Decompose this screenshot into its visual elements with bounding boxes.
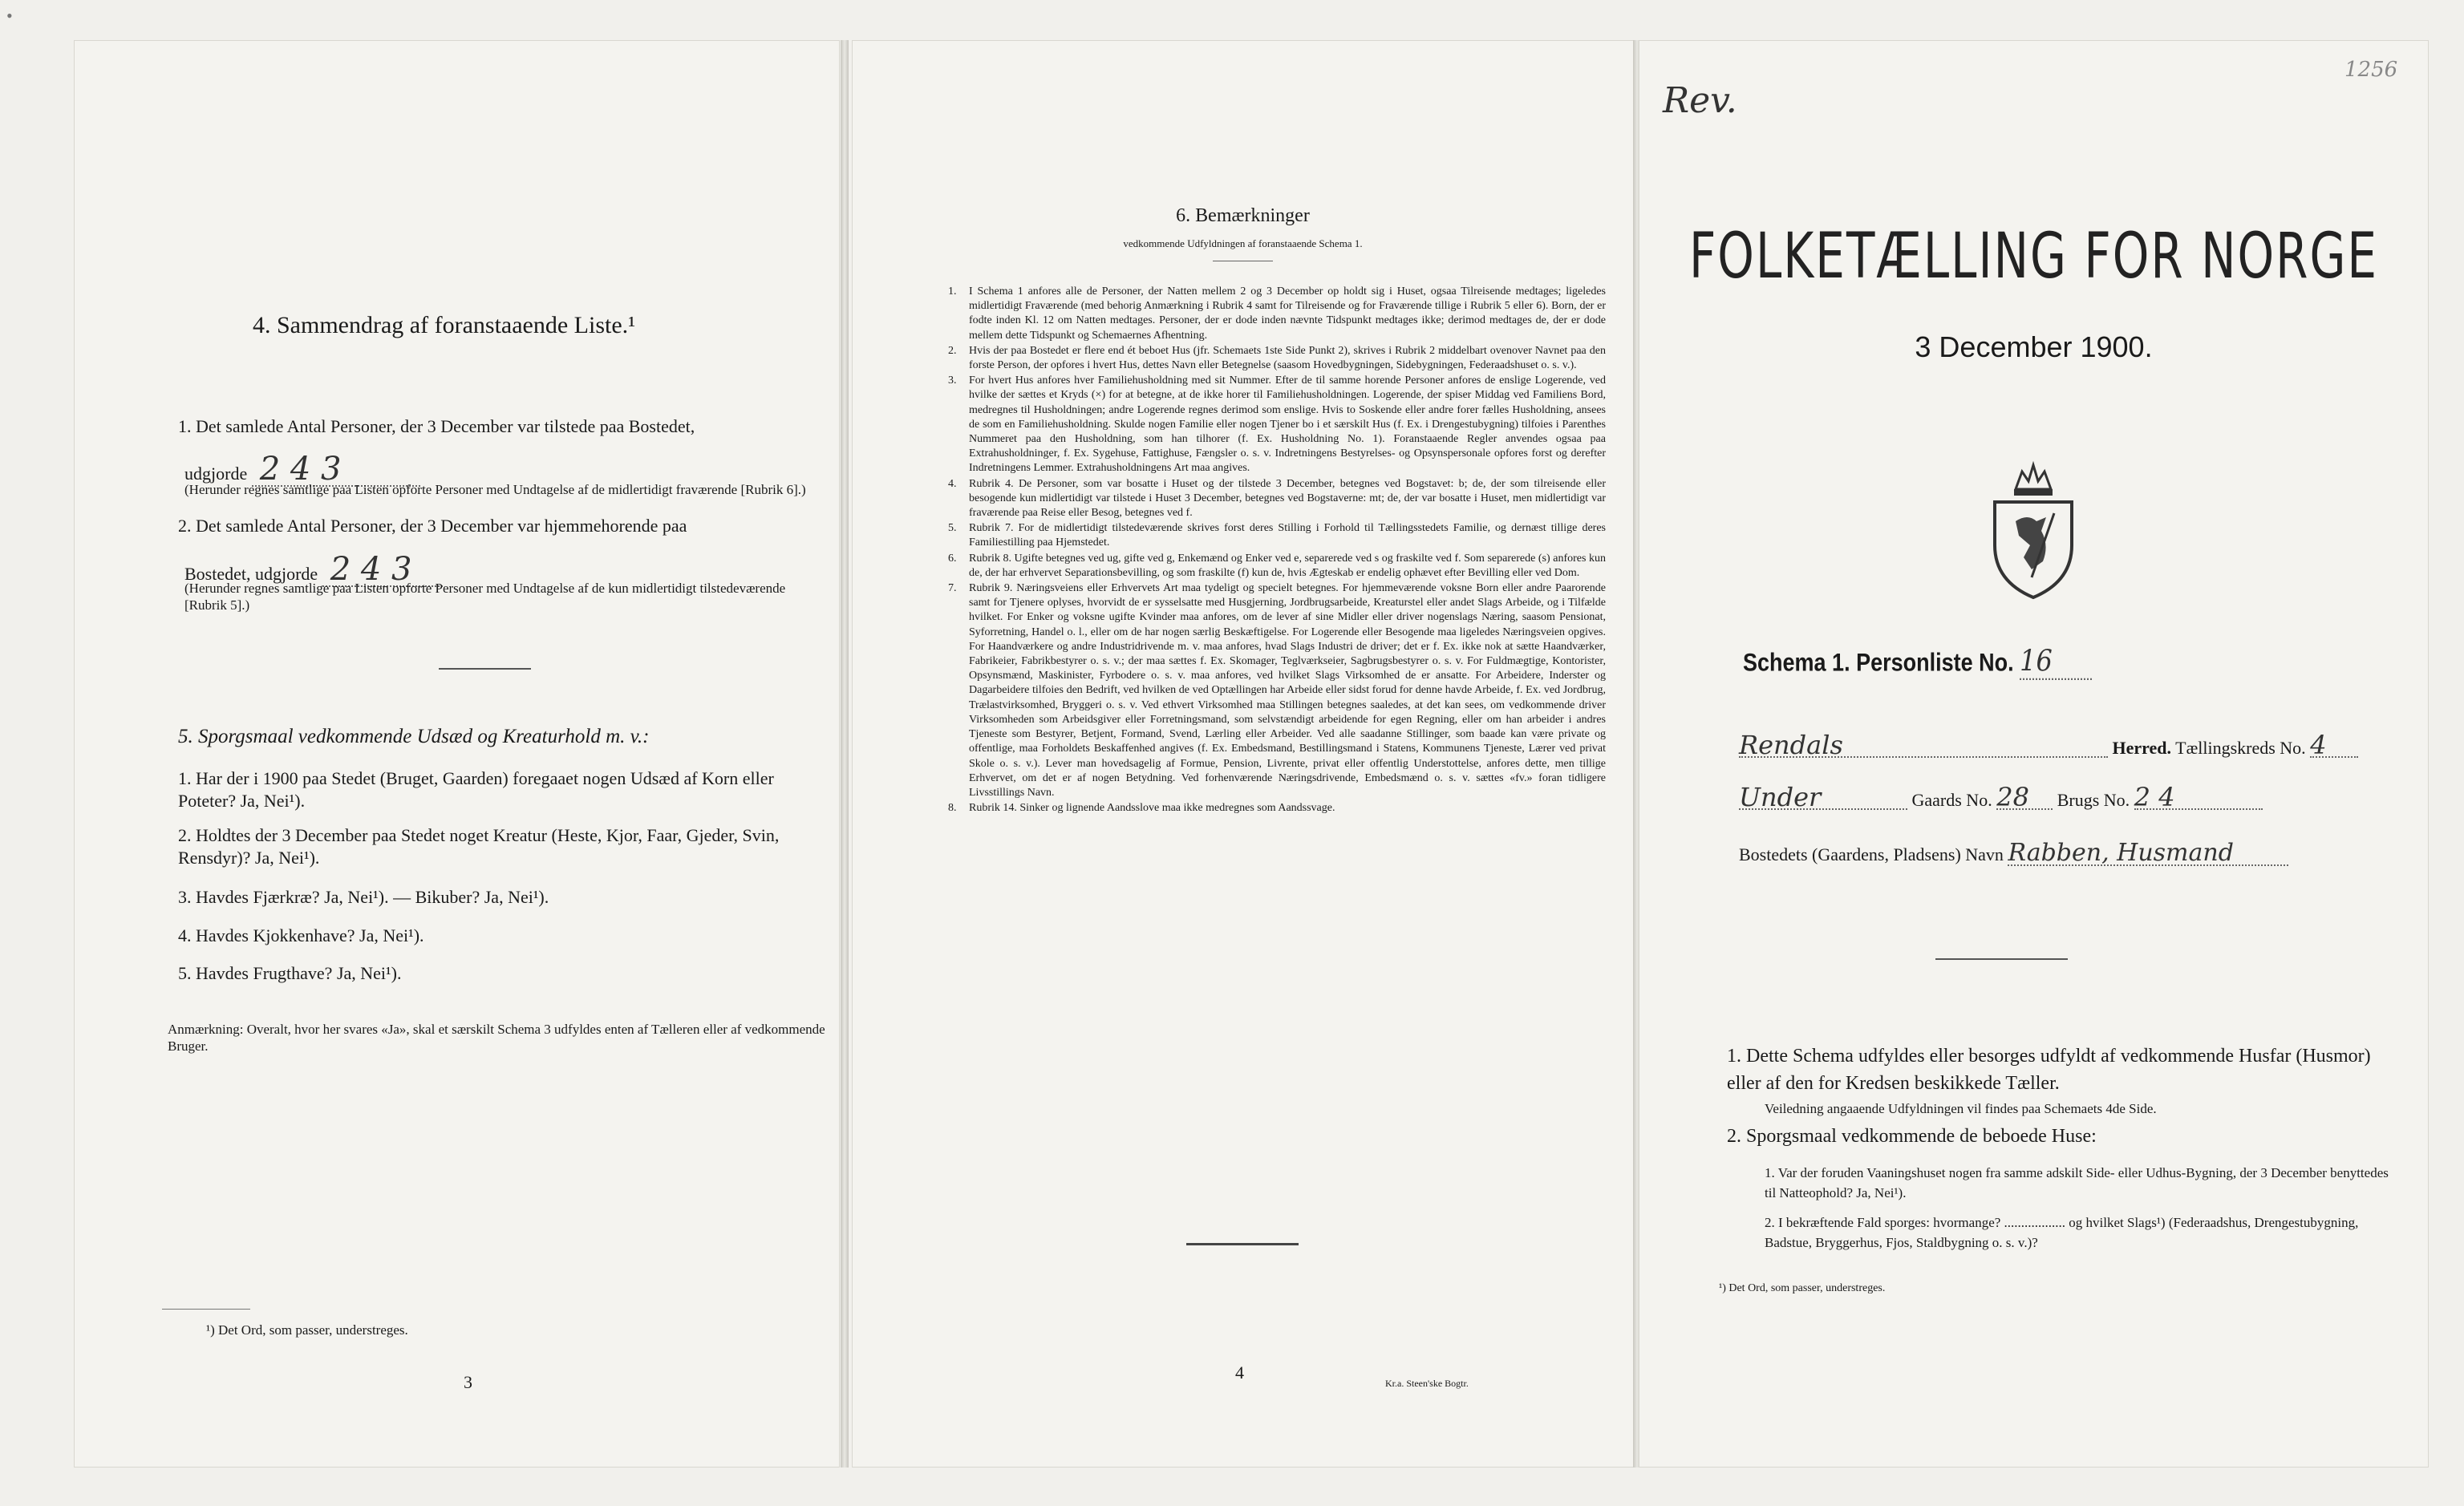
schema-label: Schema 1. Personliste No. xyxy=(1743,648,2014,677)
herred-value: Rendals xyxy=(1739,734,2108,758)
list-item: 3. For hvert Hus anfores hver Familiehusholdning med sit Nummer. Efter de til samme horende Personer anfores de enslige Logerende, ved hvilke der sættes et Kryds (×) for at betegne, at de ikke horer til Familiehusholdningen. Logerende, der spiser Middag ved Familiens Bord, medregnes til Husholdningen; andre Logerende regnes derimod som enslige. Hvis to Soskende eller andre forer fælles Husholdning, ansees de som en Familiehusholdning. Skulde nogen Familie eller nogen Tjener bo i et særskilt Hus (f. Ex. i Drengestubygning) tilfoies i Parenthes Nummeret paa den Husholdning, som han tilhorer (f. Ex. Husholdning No. 1). Foranstaaende Regler anvendes ogsaa paa Extrahusholdninger, f. Ex. Sygehuse, Fattighuse, Fængsler o. s. v. Indretningens Bestyrelses- og Opsynspersonale opfores forst og derefter Indretningens Lemmer. Extrahusholdningens Art maa angives. xyxy=(948,374,1606,475)
brugs-label: Brugs No. xyxy=(2057,790,2130,810)
s5-q4: 4. Havdes Kjokkenhave? Ja, Nei¹). xyxy=(178,925,424,945)
instruction-2-q1: 1. Var der foruden Vaaningshuset nogen fra samme adskilt Side- eller Udhus-Bygning, der 3 December benyttedes til Natteophold? Ja, Nei¹). xyxy=(1765,1165,2389,1200)
footnote-rule xyxy=(162,1309,250,1310)
footnote: ¹) Det Ord, som passer, understreges. xyxy=(206,1322,408,1338)
bosted-row xyxy=(1739,839,2413,867)
brugs-value: 2 4 xyxy=(2134,786,2263,810)
herred-row xyxy=(1739,730,2405,760)
gaard-row xyxy=(1739,782,2405,812)
resident-count-value: 2 4 3 xyxy=(322,553,443,587)
corner-mark: • xyxy=(6,6,13,26)
summary-q2-line1: 2. Det samlede Antal Personer, der 3 December var hjemmehorende paa xyxy=(178,516,687,536)
revision-mark: Rev. xyxy=(1663,80,1737,121)
schema-label-row xyxy=(1743,643,2092,680)
instruction-2-q2: 2. I bekræftende Fald sporges: hvormange? .................. og hvilket Slags¹) (Federaadshus, Drengestubygning, Badstue, Bryggerhus, Fjos, Staldbygning o. s. v.)? xyxy=(1765,1215,2359,1250)
summary-q1-line1: 1. Det samlede Antal Personer, der 3 December var tilstede paa Bostedet, xyxy=(178,416,695,436)
document-title: FOLKETÆLLING FOR NORGE xyxy=(1688,219,2379,293)
bosted-label: Bostedets (Gaardens, Pladsens) Navn xyxy=(1739,844,2004,864)
summary-q2-label: Bostedet, udgjorde xyxy=(184,564,318,584)
footnote: ¹) Det Ord, som passer, understreges. xyxy=(1719,1282,1886,1294)
section-4-title: 4. Sammendrag af foranstaaende Liste.¹ xyxy=(253,312,636,338)
section-5-title: 5. Sporgsmaal vedkommende Udsæd og Kreaturhold m. v.: xyxy=(178,726,650,747)
annotation-note: Anmærkning: Overalt, hvor her svares «Ja», skal et særskilt Schema 3 udfyldes enten af Tælleren eller af vedkommende Bruger. xyxy=(168,1022,825,1054)
instruction-2: 2. Sporgsmaal vedkommende de beboede Huse: xyxy=(1727,1126,2097,1147)
gaards-value: 28 xyxy=(1996,786,2053,810)
divider-rule xyxy=(1935,958,2068,960)
bosted-value: Rabben, Husmand xyxy=(2008,842,2288,866)
kreds-label: Tællingskreds No. xyxy=(2175,738,2306,758)
list-item: 2. Hvis der paa Bostedet er flere end ét beboet Hus (jfr. Schemaets 1ste Side Punkt 2), skrives i Rubrik 2 middelbart ovenover Navnet paa den forste Person, der opfores i hvert Hus, dettes Navn eller Betegnelse (saasom Hovedbygningen, Sidebygningen, Federaadshuset o. s. v.). xyxy=(948,344,1606,372)
archive-number: 1256 xyxy=(2344,58,2398,82)
list-item: 8. Rubrik 14. Sinker og lignende Aandsslove maa ikke medregnes som Aandssvage. xyxy=(948,802,1335,815)
s5-q2: 2. Holdtes der 3 December paa Stedet noget Kreatur (Heste, Kjor, Faar, Gjeder, Svin, Rensdyr)? Ja, Nei¹). xyxy=(178,825,780,868)
s5-q1: 1. Har der i 1900 paa Stedet (Bruget, Gaarden) foregaaet nogen Udsæd af Korn eller Poteter? Ja, Nei¹). xyxy=(178,768,774,811)
printer-imprint: Kr.a. Steen'ske Bogtr. xyxy=(1385,1378,1469,1389)
gaard-name: Under xyxy=(1739,786,1907,810)
s5-q3: 3. Havdes Fjærkræ? Ja, Nei¹). — Bikuber? Ja, Nei¹). xyxy=(178,887,549,907)
kreds-value: 4 xyxy=(2310,734,2358,758)
census-date: 3 December 1900. xyxy=(1915,330,2153,363)
herred-label: Herred. xyxy=(2112,738,2172,758)
gaards-label: Gaards No. xyxy=(1911,790,1992,810)
instruction-1: 1. Dette Schema udfyldes eller besorges udfyldt af vedkommende Husfar (Husmor) eller af den for Kredsen beskikkede Tæller. xyxy=(1727,1046,2371,1094)
remarks-heading: 6. Bemærkninger xyxy=(1176,205,1310,226)
s5-q5: 5. Havdes Frugthave? Ja, Nei¹). xyxy=(178,963,402,983)
section-divider xyxy=(439,668,531,670)
present-count-value: 2 4 3 xyxy=(252,453,420,487)
summary-q2-note: (Herunder regnes samtlige paa Listen opforte Personer med Undtagelse af de kun midlertidigt tilstedeværende [Rubrik 5].) xyxy=(184,581,786,613)
page-fold xyxy=(841,40,849,1468)
remarks-list xyxy=(948,285,1606,816)
list-item: 7. Rubrik 9. Næringsveiens eller Erhvervets Art maa tydeligt og specielt betegnes. For hjemmeværende voksne Born eller andre Paarorende samt for Tjenere oplyses, hvorvidt de er sysselsatte med Husgjerning, Jordbrugsarbeide, Kreaturstel eller andet Slags Arbeide, og i Tilfælde hvilket. For Enker og voksne ugifte Kvinder maa anfores, om de lever af sine Midler eller driver nogenslags Næring, saasom Pensionat, Syforretning, Handel o. l., eller om de har nogen særlig Beskæftigelse. For Logerende eller Besogende maa ligeledes Næringsveien opgives. For Haandværkere og andre Industridrivende m. v. maa anfores, hvad Slags Industri de driver; det er f. Ex. ikke nok at sætte Haandværker, Fabrikeier, Fabrikbestyrer o. s. v.; der maa sættes f. Ex. Skomager, Teglværkseier, Sagbrugsbestyrer o. s. v. For Fuldmægtige, Kontorister, Opsynsmænd, Maskinister, Fyrbodere o. s. v. maa anfores, ved hvilket Slags Virksomhed de er ansatte. For Arbeidere, Inderster og Dagarbeidere tilfoies den Bedrift, ved hvilken de ved Optællingen har Arbeide eller sidst forud for denne havde Arbeide, f. Ex. ved Jordbrug, Trælastvirksomhed, Bryggeri o. s. v. Ved ethvert Virksomhed maa Stillingen betegnes saaledes, at det kan sees, om vedkommende driver Virksomheden som Arbeidsgiver eller Forretningsmand, som selvstændigt arbeidende for egen Regning, eller om han arbeider i andres Tjeneste som Bestyrer, Betjent, Formand, Svend, Lærling eller Arbeider. Ved alle saadanne Stillinger, som baade kan være private og offentlige, maa Forholdets Beskaffenhed angives (f. Ex. Embedsmand, Bestillingsmand i Statens, Kommunens Tjeneste, Lærer ved privat Skole o. s. v.). Lever man hovedsagelig af Formue, Pension, Livrente, privat eller offentlig Understottelse, anfores dette, men tillige Erhvervet, om det er af nogen Betydning. Ved forhenværende Næringsdrivende, Embedsmænd o. s. v. sættes «fv.» foran tidligere Livsstillings Navn. xyxy=(948,582,1606,799)
page-number: 4 xyxy=(1235,1362,1244,1383)
instruction-1-sub: Veiledning angaaende Udfyldningen vil findes paa Schemaets 4de Side. xyxy=(1765,1101,2157,1116)
page-3 xyxy=(1639,40,2429,1468)
list-item: 1. I Schema 1 anfores alle de Personer, der Natten mellem 2 og 3 December op holdt sig i Huset, ogsaa Tilreisende medtages; ligeledes midlertidigt Fraværende (med behorig Anmærkning i Rubrik 4 samt for Tilreisende og for Fraværende tillige i Rubrik 5 eller 6). Born, der er fodte inden Kl. 12 om Natten medtages. Personer, der er dode inden nævnte Tidspunkt medtages ikke; derimod medtages de, der er dode mellem dette Tidspunkt og Schemaernes Afhentning. xyxy=(948,285,1606,342)
summary-q1-note: (Herunder regnes samtlige paa Listen opforte Personer med Undtagelse af de midlertidigt fraværende [Rubrik 6].) xyxy=(184,482,806,497)
summary-q1-label: udgjorde xyxy=(184,464,248,484)
list-item: 5. Rubrik 7. For de midlertidigt tilstedeværende skrives forst deres Stilling i Forhold til Tællingsstedets Familie, og dernæst tillige deres Familiestilling paa Hjemstedet. xyxy=(948,522,1606,549)
list-item: 6. Rubrik 8. Ugifte betegnes ved ug, gifte ved g, Enkemænd og Enker ved e, separerede ved s og fraskilte ved f. Som separerede (s) anfores kun de, der har erhvervet Separationsbevilling, og som fraskilte (f) kun de, hvis Ægteskab er endelig ophævet efter Bevilling eller ved Dom. xyxy=(948,552,1606,579)
end-rule xyxy=(1186,1243,1299,1245)
page-number: 3 xyxy=(464,1372,472,1392)
remarks-subheading: vedkommende Udfyldningen af foranstaaende Schema 1. xyxy=(1123,237,1363,249)
norway-coat-of-arms-icon xyxy=(1984,457,2083,601)
personliste-number: 16 xyxy=(2020,643,2092,680)
page-2 xyxy=(852,40,1634,1468)
page-1 xyxy=(74,40,840,1468)
list-item: 4. Rubrik 4. De Personer, som var bosatte i Huset og der tilstede 3 December, betegnes ved Bogstavet: b; de, der som tilreisende eller besogende kun midlertidigt var tilstede i Huset 3 December, betegnes ved Bogstaverne: mt; de, der var bosatte i Huset, men midlertidigt var fraværende paa Reise eller Besog, betegnes ved f. xyxy=(948,477,1606,520)
